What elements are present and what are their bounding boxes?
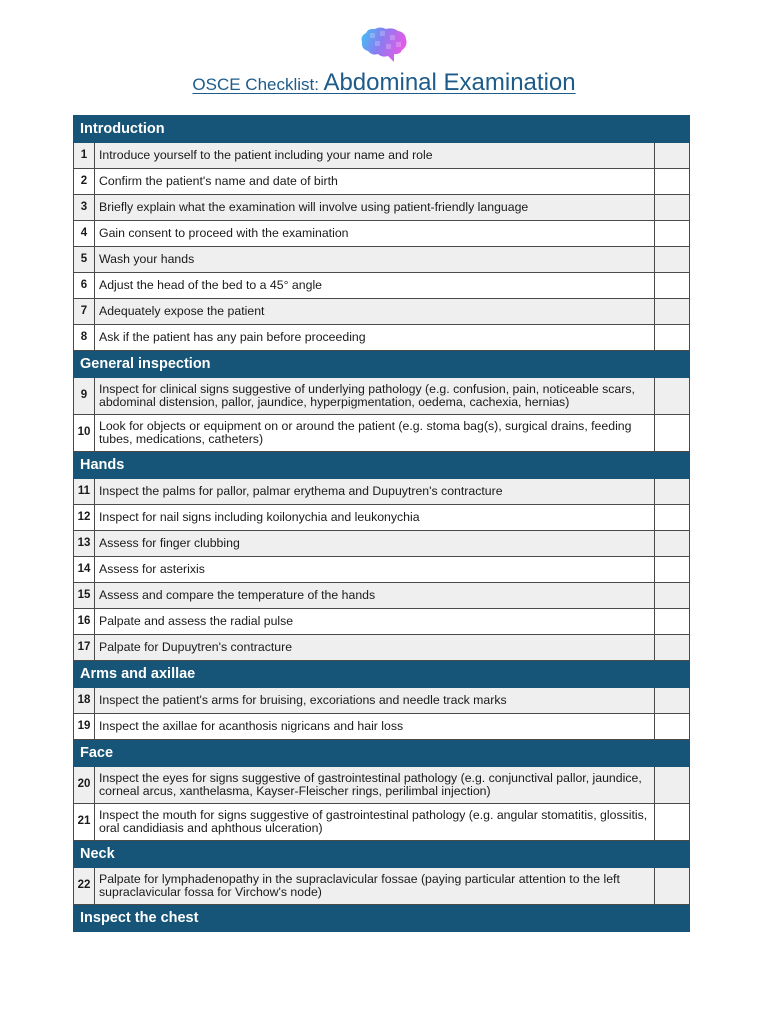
section-title: Hands xyxy=(74,452,690,479)
item-number: 15 xyxy=(74,583,95,609)
item-text: Palpate and assess the radial pulse xyxy=(95,609,655,635)
section-title: General inspection xyxy=(74,351,690,378)
check-box[interactable] xyxy=(654,247,689,273)
check-box[interactable] xyxy=(654,195,689,221)
checklist-row xyxy=(74,221,690,247)
section-title: Introduction xyxy=(74,116,690,143)
item-text: Inspect for nail signs including koilonychia and leukonychia xyxy=(95,505,655,531)
check-box[interactable] xyxy=(654,868,689,905)
item-number: 20 xyxy=(74,767,95,804)
check-box[interactable] xyxy=(654,583,689,609)
item-text: Briefly explain what the examination will involve using patient-friendly language xyxy=(95,195,655,221)
check-box[interactable] xyxy=(654,221,689,247)
brain-logo-icon xyxy=(360,27,408,65)
item-number: 14 xyxy=(74,557,95,583)
item-number: 8 xyxy=(74,325,95,351)
section-header xyxy=(74,740,690,767)
item-text: Inspect for clinical signs suggestive of underlying pathology (e.g. confusion, pain, noticeable scars, abdominal distension, pallor, jaundice, hyperpigmentation, oedema, cachexia, hernias) xyxy=(95,378,655,415)
checklist-row xyxy=(74,143,690,169)
checklist-row xyxy=(74,505,690,531)
item-text: Assess for finger clubbing xyxy=(95,531,655,557)
checklist-row xyxy=(74,531,690,557)
item-text: Inspect the palms for pallor, palmar erythema and Dupuytren's contracture xyxy=(95,479,655,505)
section-title: Inspect the chest xyxy=(74,905,690,932)
checklist-row xyxy=(74,868,690,905)
checklist-row xyxy=(74,714,690,740)
checklist-row xyxy=(74,688,690,714)
item-text: Palpate for Dupuytren's contracture xyxy=(95,635,655,661)
item-number: 13 xyxy=(74,531,95,557)
item-number: 3 xyxy=(74,195,95,221)
check-box[interactable] xyxy=(654,714,689,740)
check-box[interactable] xyxy=(654,609,689,635)
item-number: 4 xyxy=(74,221,95,247)
section-title: Face xyxy=(74,740,690,767)
item-text: Look for objects or equipment on or around the patient (e.g. stoma bag(s), surgical drains, feeding tubes, medications, catheters) xyxy=(95,415,655,452)
check-box[interactable] xyxy=(654,299,689,325)
item-number: 21 xyxy=(74,804,95,841)
item-text: Inspect the patient's arms for bruising, excoriations and needle track marks xyxy=(95,688,655,714)
item-text: Assess and compare the temperature of the hands xyxy=(95,583,655,609)
check-box[interactable] xyxy=(654,273,689,299)
check-box[interactable] xyxy=(654,531,689,557)
item-text: Gain consent to proceed with the examination xyxy=(95,221,655,247)
item-text: Inspect the eyes for signs suggestive of gastrointestinal pathology (e.g. conjunctival pallor, jaundice, corneal arcus, xanthelasma, Kayser-Fleischer rings, perilimbal injection) xyxy=(95,767,655,804)
item-text: Palpate for lymphadenopathy in the supraclavicular fossae (paying particular attention to the left supraclavicular fossa for Virchow's node) xyxy=(95,868,655,905)
page-title xyxy=(0,69,768,97)
item-number: 1 xyxy=(74,143,95,169)
checklist-row xyxy=(74,583,690,609)
check-box[interactable] xyxy=(654,415,689,452)
item-number: 22 xyxy=(74,868,95,905)
item-number: 10 xyxy=(74,415,95,452)
checklist-row xyxy=(74,378,690,415)
item-text: Wash your hands xyxy=(95,247,655,273)
item-number: 11 xyxy=(74,479,95,505)
check-box[interactable] xyxy=(654,557,689,583)
check-box[interactable] xyxy=(654,688,689,714)
checklist-row xyxy=(74,804,690,841)
check-box[interactable] xyxy=(654,635,689,661)
checklist-row xyxy=(74,195,690,221)
check-box[interactable] xyxy=(654,378,689,415)
check-box[interactable] xyxy=(654,325,689,351)
checklist-table xyxy=(73,115,690,932)
section-title: Neck xyxy=(74,841,690,868)
checklist-row xyxy=(74,325,690,351)
item-text: Inspect the axillae for acanthosis nigricans and hair loss xyxy=(95,714,655,740)
item-text: Ask if the patient has any pain before proceeding xyxy=(95,325,655,351)
item-text: Adjust the head of the bed to a 45° angle xyxy=(95,273,655,299)
item-number: 16 xyxy=(74,609,95,635)
item-text: Assess for asterixis xyxy=(95,557,655,583)
checklist-row xyxy=(74,415,690,452)
section-header xyxy=(74,351,690,378)
section-header xyxy=(74,905,690,932)
checklist-row xyxy=(74,169,690,195)
check-box[interactable] xyxy=(654,479,689,505)
section-header xyxy=(74,116,690,143)
section-header xyxy=(74,452,690,479)
checklist-row xyxy=(74,767,690,804)
check-box[interactable] xyxy=(654,505,689,531)
checklist-row xyxy=(74,273,690,299)
checklist-row xyxy=(74,299,690,325)
section-title: Arms and axillae xyxy=(74,661,690,688)
checklist-row xyxy=(74,479,690,505)
item-number: 12 xyxy=(74,505,95,531)
title-prefix: OSCE Checklist: xyxy=(192,75,319,94)
checklist-row xyxy=(74,635,690,661)
check-box[interactable] xyxy=(654,143,689,169)
item-number: 7 xyxy=(74,299,95,325)
item-number: 6 xyxy=(74,273,95,299)
item-number: 19 xyxy=(74,714,95,740)
checklist-row xyxy=(74,557,690,583)
item-number: 9 xyxy=(74,378,95,415)
title-main: Abdominal Examination xyxy=(323,69,576,96)
item-text: Inspect the mouth for signs suggestive of gastrointestinal pathology (e.g. angular stomatitis, glossitis, oral candidiasis and aphthous ulceration) xyxy=(95,804,655,841)
check-box[interactable] xyxy=(654,767,689,804)
checklist-row xyxy=(74,247,690,273)
item-text: Confirm the patient's name and date of birth xyxy=(95,169,655,195)
check-box[interactable] xyxy=(654,804,689,841)
check-box[interactable] xyxy=(654,169,689,195)
checklist-row xyxy=(74,609,690,635)
item-text: Introduce yourself to the patient including your name and role xyxy=(95,143,655,169)
section-header xyxy=(74,661,690,688)
item-number: 17 xyxy=(74,635,95,661)
item-number: 2 xyxy=(74,169,95,195)
item-text: Adequately expose the patient xyxy=(95,299,655,325)
section-header xyxy=(74,841,690,868)
item-number: 5 xyxy=(74,247,95,273)
item-number: 18 xyxy=(74,688,95,714)
